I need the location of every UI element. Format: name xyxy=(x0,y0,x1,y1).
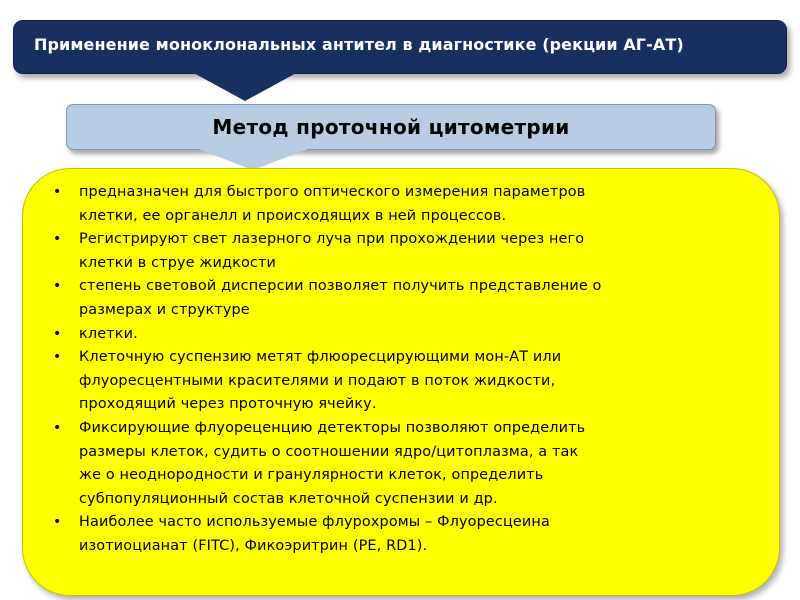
bullet-line: клетки. xyxy=(79,325,138,342)
bullet-marker: • xyxy=(53,514,62,531)
bullet-marker: • xyxy=(53,349,62,366)
bullet-line: размеры клеток, судить о соотношении ядро/цитоплазма, а так xyxy=(79,443,579,460)
title-banner xyxy=(13,20,787,74)
bullet-line: клетки, ее органелл и происходящих в ней процессов. xyxy=(79,207,507,224)
bullet-marker: • xyxy=(53,231,62,248)
bullet-marker: • xyxy=(53,184,62,200)
bullet-list xyxy=(53,181,765,559)
bullet-line: предназначен для быстрого оптического измерения параметров xyxy=(79,184,586,200)
title-banner-pointer xyxy=(190,71,300,101)
bullet-line: размерах и структуре xyxy=(79,301,250,318)
bullet-line: проходящий через проточную ячейку. xyxy=(79,396,377,413)
bullet-line: степень световой дисперсии позволяет получить представление о xyxy=(79,278,602,295)
subtitle-bar-pointer xyxy=(193,147,313,170)
bullet-marker: • xyxy=(53,325,62,342)
bullet-line: клетки в струе жидкости xyxy=(79,254,277,271)
bullet-line: же о неоднородности и гранулярности клеток, определить xyxy=(79,467,544,484)
bullet-item xyxy=(53,228,765,275)
bullet-line: Регистрируют свет лазерного луча при прохождении через него xyxy=(79,231,585,248)
bullet-line: субпопуляционный состав клеточной суспензии и др. xyxy=(79,490,498,507)
bullet-marker: • xyxy=(53,419,62,436)
bullet-item xyxy=(53,181,765,228)
bullet-line: флуоресцентными красителями и подают в поток жидкости, xyxy=(79,372,556,389)
content-box xyxy=(22,168,780,596)
bullet-item xyxy=(53,275,765,322)
bullet-item xyxy=(53,511,765,558)
bullet-item xyxy=(53,323,765,347)
subtitle-text: Метод проточной цитометрии xyxy=(212,115,570,139)
bullet-line: Наиболее часто используемые флурохромы – Флуоресцеина xyxy=(79,514,550,531)
bullet-line: Клеточную суспензию метят флюоресцирующими мон-АТ или xyxy=(79,349,562,366)
bullet-item xyxy=(53,417,765,511)
slide-title: Применение моноклональных антител в диагностике (рекции АГ-АТ) xyxy=(34,35,684,54)
bullet-item xyxy=(53,346,765,417)
bullet-line: изотиоцианат (FITC), Фикоэритрин (PE, RD1). xyxy=(79,537,428,554)
subtitle-bar xyxy=(66,104,716,150)
bullet-line: Фиксирующие флуореценцию детекторы позволяют определить xyxy=(79,419,586,436)
bullet-marker: • xyxy=(53,278,62,295)
